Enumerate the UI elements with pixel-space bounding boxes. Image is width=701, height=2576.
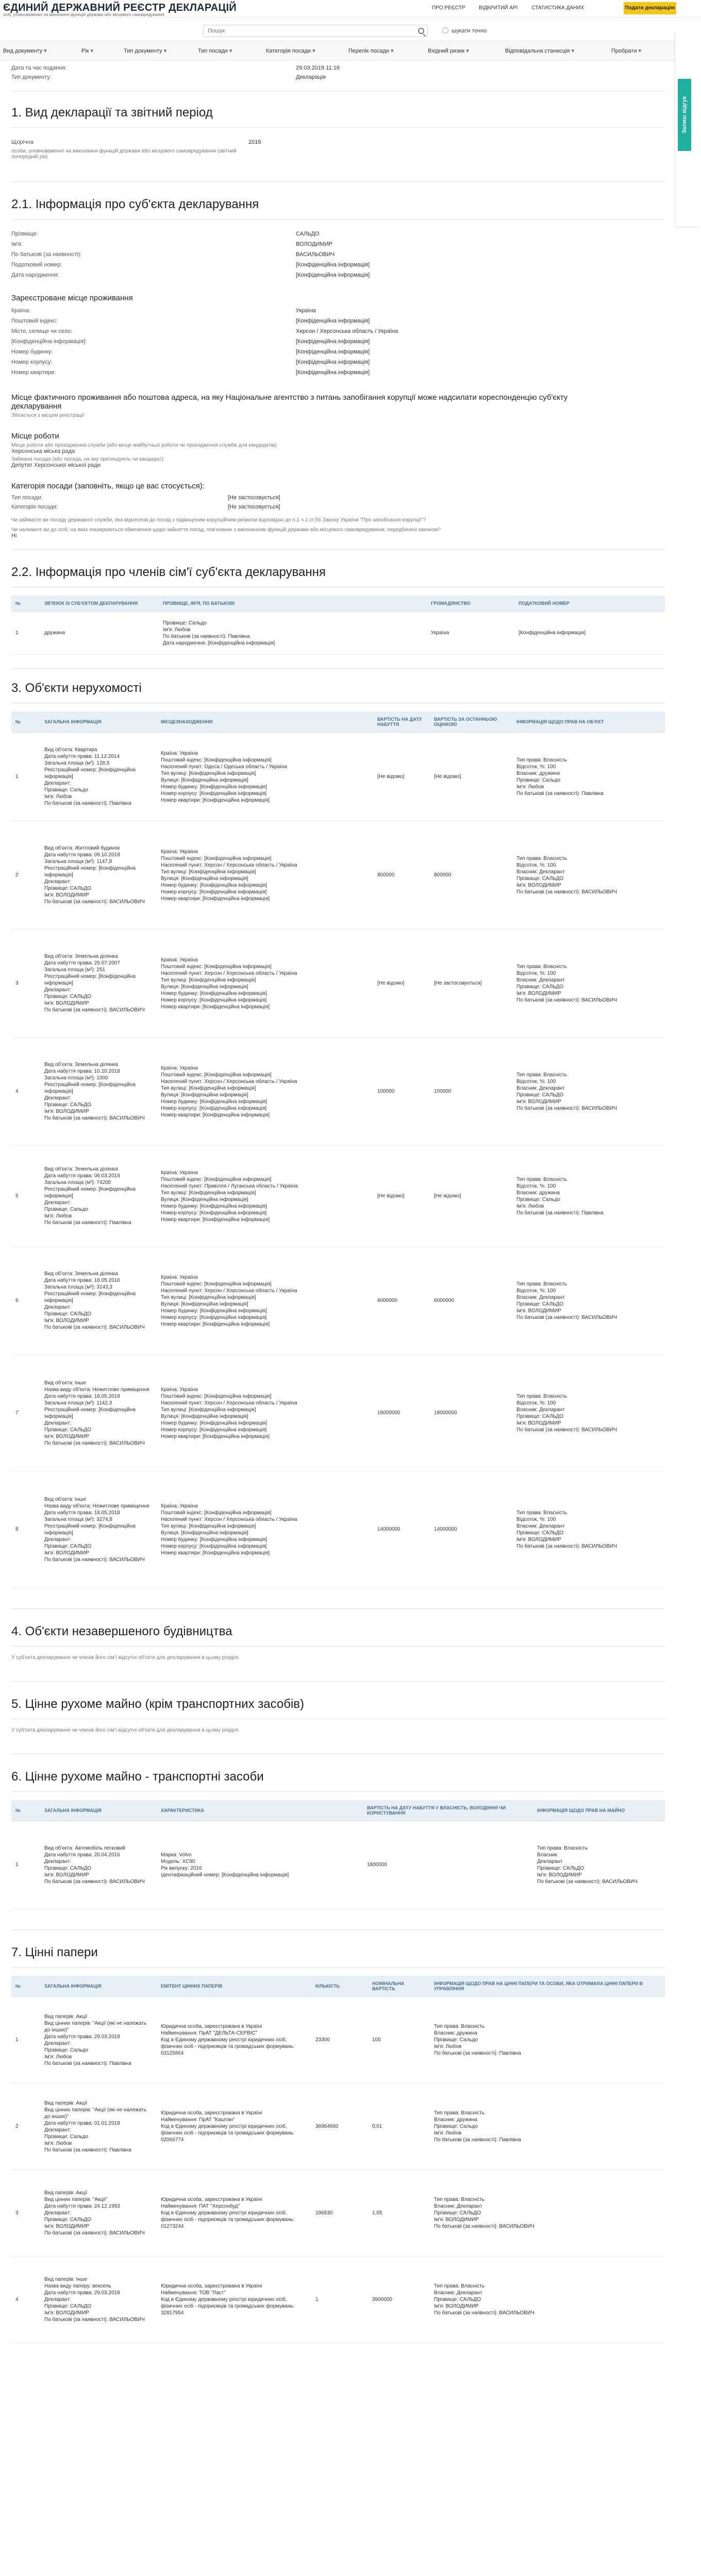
filter-bar [0, 41, 701, 61]
table-cell: 8 [11, 1471, 40, 1588]
table-cell: Вид паперів: Інше Назва виду паперу: вексель Дата набуття права: 29.03.2018 Декларант: Прізвище: САЛЬДО Ім'я: ВОЛОДИМИР По батькові (за наявності): ВАСИЛЬОВИЧ [40, 2257, 157, 2343]
field-value: [Конфіденційна інформація] [296, 349, 370, 355]
table-cell: Тип права: Власність Власник: Декларант Прізвище: САЛЬДО Ім'я: ВОЛОДИМИР По батькові (за наявності): ВАСИЛЬОВИЧ [430, 2257, 665, 2343]
divider [11, 1791, 665, 1792]
field-label: [Конфіденційна інформація]: [11, 338, 87, 345]
table-cell: 14000000 [373, 1471, 430, 1588]
column-header: ЕМІТЕНТ ЦІННИХ ПАПЕРІВ [157, 1976, 311, 1997]
filter-position-category[interactable]: Категорія посади ▾ [266, 47, 315, 54]
address-row [11, 318, 665, 328]
filter-position-type[interactable]: Тип посади ▾ [198, 47, 232, 54]
table-header-row [11, 1976, 665, 1997]
divider [11, 549, 665, 550]
field-value: ВАСИЛЬОВИЧ [296, 251, 335, 258]
section-6-title: 6. Цінне рухоме майно - транспортні засоби [11, 1770, 264, 1784]
field-label: Поштовий індекс: [11, 318, 58, 324]
column-header: № [11, 596, 40, 612]
table-cell: Марка: Volvo Модель: XC90 Рік випуску: 2016 Ідентифікаційний номер: [Конфіденційна інформація] [157, 1821, 363, 1909]
column-header: ВАРТІСТЬ НА ДАТУ НАБУТТЯ У ВЛАСНІСТЬ, ВОЛОДІННЯ ЧИ КОРИСТУВАННЯ [363, 1800, 533, 1821]
table-header-row [11, 1800, 665, 1821]
declaration-kind-row [11, 139, 665, 148]
exact-search-toggle[interactable] [442, 27, 487, 34]
column-header: ВАРТІСТЬ ЗА ОСТАННЬОЮ ОЦІНКОЮ [430, 711, 512, 733]
table-cell: Тип права: Власність Власник: дружина Прізвище: Сальдо Ім'я: Любов По батькові (за наявності): Павлівна [430, 2083, 665, 2170]
subject-row [11, 241, 665, 251]
table-row [11, 821, 665, 929]
column-header: ГРОМАДЯНСТВО [427, 596, 514, 612]
registered-address [11, 308, 665, 380]
workplace-label: Місце роботи або проходження служби (або місце майбутньої роботи чи проходження служби для кандидатів): [11, 443, 278, 448]
family-table [11, 596, 665, 655]
divider [11, 181, 665, 182]
field-label: Тип посади: [11, 495, 43, 501]
table-cell: 18000000 [430, 1355, 512, 1471]
table-cell: Тип права: Власність Відсоток, %: 100 Власник: Декларант Прізвище: САЛЬДО Ім'я: ВОЛОДИМИР По батькові (за наявності): ВАСИЛЬОВИЧ [512, 1247, 665, 1355]
table-cell: Тип права: Власність Відсоток, %: 100 Власник: Декларант Прізвище: САЛЬДО Ім'я: ВОЛОДИМИР По батькові (за наявності): ВАСИЛЬОВИЧ [512, 821, 665, 929]
table-row [11, 1821, 665, 1909]
column-header: ХАРАКТЕРИСТИКА [157, 1800, 363, 1821]
table-row [11, 2170, 665, 2257]
table-cell: 1 [11, 1997, 40, 2083]
table-cell: Тип права: Власність Власник: Декларант Прізвище: САЛЬДО Ім'я: ВОЛОДИМИР По батькові (за наявності): ВАСИЛЬОВИЧ [533, 1821, 665, 1909]
table-cell: Тип права: Власність Власник: дружина Прізвище: Сальдо Ім'я: Любов По батькові (за наявності): Павлівна [430, 1997, 665, 2083]
actual-address-note: Збігається з місцем реєстрації [11, 413, 85, 418]
table-cell: Вид об'єкта: Земельна ділянка Дата набуття права: 06.03.2019 Загальна площа (м²): 74200 Реєстраційний номер: [Конфіденційна інформація] Декларант: Прізвище: Сальдо Ім'я: Любов По батькові (за наявності): Павлівна [40, 1146, 157, 1247]
filter-year[interactable]: Рік ▾ [81, 47, 93, 54]
table-cell: [Не відомо] [373, 733, 430, 821]
column-header: ІНФОРМАЦІЯ ЩОДО ПРАВ НА МАЙНО [533, 1800, 665, 1821]
table-cell: 3 [11, 929, 40, 1038]
field-label: Прізвище: [11, 231, 38, 237]
submit-declaration-button[interactable]: Подати декларацію [624, 2, 676, 14]
table-cell: [Не відомо] [430, 733, 512, 821]
table-cell: 100000 [430, 1038, 512, 1146]
address-row [11, 338, 665, 349]
search-box [203, 25, 428, 37]
section-5-title: 5. Цінне рухоме майно (крім транспортних засобів) [11, 1697, 305, 1711]
field-value: [Конфіденційна інформація] [296, 318, 370, 324]
table-cell: Країна: Україна Поштовий індекс: [Конфіденційна інформація] Населений пункт: Одеса / Одеська область / Україна Тип вулиці: [Конфіденційна інформація] Вулиця: [Конфіденційна інформація] Номер будинку: [Конфіденційна інформація] Номер корпусу: [Конфіденційна інформація] Номер квартири: [Конфіденційна інформація] [157, 733, 373, 821]
column-header: КІЛЬКІСТЬ [311, 1976, 368, 1997]
category-note: Чи належите ви до осіб, на яких поширюються обмеження щодо зайняття посад, пов'язаних з виконанням функцій держави або місцевого самоврядування, передбачені законом? [11, 527, 441, 533]
table-cell: Вид паперів: Акції Вид цінних паперів: "Акції (які не належать до інших)" Дата набуття права: 01.01.2018 Декларант: Прізвище: Сальдо Ім'я: Любов По батькові (за наявності): Павлівна [40, 2083, 157, 2170]
filter-more[interactable]: Пробрати ▾ [611, 47, 641, 54]
table-cell: 0,01 [368, 2083, 430, 2170]
table-cell: 1800000 [363, 1821, 533, 1909]
table-cell: 196830 [311, 2170, 368, 2257]
field-label: Податковий номер: [11, 262, 62, 268]
category-row [11, 504, 665, 513]
subject-row [11, 251, 665, 262]
table-cell: Тип права: Власність Відсоток, %: 100 Власник: дружина Прізвище: Сальдо Ім'я: Любов По батькові (за наявності): Павлівна [512, 733, 665, 821]
table-cell: Тип права: Власність Відсоток, %: 100 Власник: Декларант Прізвище: САЛЬДО Ім'я: ВОЛОДИМИР По батькові (за наявності): ВАСИЛЬОВИЧ [512, 1355, 665, 1471]
table-cell: 1 [311, 2257, 368, 2343]
field-label: Дата народження: [11, 272, 59, 278]
column-header: ЗАГАЛЬНА ІНФОРМАЦІЯ [40, 1800, 157, 1821]
table-cell: 100000 [373, 1038, 430, 1146]
meta-date-label: Дата та час подання: [11, 65, 67, 71]
meta-date-value: 29.03.2019 11:16 [296, 65, 340, 71]
divider [11, 1929, 665, 1930]
field-value: [Конфіденційна інформація] [296, 272, 370, 278]
table-row [11, 929, 665, 1038]
table-row [11, 1247, 665, 1355]
table-cell: Вид паперів: Акції Вид цінних паперів: "Акції" Дата набуття права: 24.12.1993 Декларант: Прізвище: САЛЬДО Ім'я: ВОЛОДИМИР По батькові (за наявності): ВАСИЛЬОВИЧ [40, 2170, 157, 2257]
section-1-title: 1. Вид декларації та звітний період [11, 106, 213, 120]
table-cell: Юридична особа, зареєстрована в Україні Найменування: ПрАТ "Каштан" Код в Єдиному державному реєстрі юридичних осіб, фізичних осіб - підприємців та громадських формувань: 02066774 [157, 2083, 311, 2170]
table-cell: Юридична особа, зареєстрована в Україні Найменування: ПрАТ "ДЕЛЬТА-СЕРВІС" Код в Єдиному державному реєстрі юридичних осіб, фізичних осіб - підприємців та громадських формувань: 03125864 [157, 1997, 311, 2083]
table-cell: 6000000 [373, 1247, 430, 1355]
table-cell: Країна: Україна Поштовий індекс: [Конфіденційна інформація] Населений пункт: Херсон / Херсонська область / Україна Тип вулиці: [Конфіденційна інформація] Вулиця: [Конфіденційна інформація] Номер будинку: [Конфіденційна інформація] Номер корпусу: [Конфіденційна інформація] Номер квартири: [Конфіденційна інформація] [157, 821, 373, 929]
search-icon[interactable] [418, 28, 424, 34]
divider [11, 1646, 665, 1647]
column-header: ЗАГАЛЬНА ІНФОРМАЦІЯ [40, 1976, 157, 1997]
address-row [11, 369, 665, 380]
table-cell: 5 [11, 1146, 40, 1247]
nav-link-stats[interactable]: СТАТИСТИКА ДАНИХ [531, 5, 585, 11]
table-cell: Вид об'єкта: Автомобіль легковий Дата набуття права: 20.04.2016 Декларант: Прізвище: САЛЬДО Ім'я: ВОЛОДИМИР По батькові (за наявності): ВАСИЛЬОВИЧ [40, 1821, 157, 1909]
table-row [11, 1471, 665, 1588]
table-cell: 100 [368, 1997, 430, 2083]
field-value: [Не застосовується] [228, 504, 280, 510]
subject-row [11, 231, 665, 241]
table-cell: [Не застосовується] [430, 929, 512, 1038]
table-cell: Країна: Україна Поштовий індекс: [Конфіденційна інформація] Населений пункт: Херсон / Херсонська область / Україна Тип вулиці: [Конфіденційна інформація] Вулиця: [Конфіденційна інформація] Номер будинку: [Конфіденційна інформація] Номер корпусу: [Конфіденційна інформація] Номер квартири: [Конфіденційна інформація] [157, 1471, 373, 1588]
divider [11, 1681, 665, 1682]
table-row [11, 612, 665, 655]
table-cell: 800000 [430, 821, 512, 929]
table-cell: Юридична особа, зареєстрована в Україні Найменування: ТОВ "Ласт" Код в Єдиному державному реєстрі юридичних осіб, фізичних осіб - підприємців та громадських формувань: 32817954 [157, 2257, 311, 2343]
search-bar [0, 18, 701, 41]
field-label: Номер будинку: [11, 349, 53, 355]
table-row [11, 1997, 665, 2083]
filter-responsible[interactable]: Відповідальна станисція ▾ [505, 47, 574, 54]
real-estate-table [11, 711, 665, 1588]
category-title: Категорія посади (заповніть, якщо це вас стосується): [11, 482, 205, 490]
address-row [11, 308, 665, 318]
table-cell: дружина [40, 612, 159, 655]
filter-doc-type[interactable]: Тип документу ▾ [124, 47, 166, 54]
section-4-note: У суб'єкта декларування чи членів його сім'ї відсутні об'єкти для декларування в цьому розділі. [11, 1655, 240, 1660]
divider [11, 668, 665, 669]
field-value: [Конфіденційна інформація] [296, 262, 370, 268]
table-cell: 1 [11, 733, 40, 821]
filter-position-list[interactable]: Перелік посади ▾ [348, 47, 393, 54]
workplace-title: Місце роботи [11, 432, 59, 440]
table-cell: Вид об'єкта: Житловий будинок Дата набуття права: 09.10.2018 Загальна площа (м²): 1147,8 Реєстраційний номер: [Конфіденційна інформація] Декларант: Прізвище: САЛЬДО Ім'я: ВОЛОДИМИР По батькові (за наявності): ВАСИЛЬОВИЧ [40, 821, 157, 929]
column-header: ІНФОРМАЦІЯ ЩОДО ПРАВ НА ЦІННІ ПАПЕРИ ТА ОСОБИ, ЯКА ОТРИМАЛА ЦІННІ ПАПЕРИ В УПРАВЛІННЯ [430, 1976, 665, 1997]
field-value: [Конфіденційна інформація] [296, 369, 370, 376]
table-cell: [Не відомо] [373, 1146, 430, 1247]
column-header: ВАРТІСТЬ НА ДАТУ НАБУТТЯ [373, 711, 430, 733]
column-header: ІНФОРМАЦІЯ ЩОДО ПРАВ НА ОБ'ЄКТ [512, 711, 665, 733]
table-row [11, 1355, 665, 1471]
field-value: Херсон / Херсонська область / Україна [296, 328, 398, 334]
search-input[interactable] [204, 25, 405, 37]
column-header: ЗАГАЛЬНА ІНФОРМАЦІЯ [40, 711, 157, 733]
field-value: Україна [296, 308, 316, 314]
subject-info [11, 231, 665, 282]
field-label: Країна: [11, 308, 30, 314]
subject-row [11, 262, 665, 272]
table-cell: Юридична особа, зареєстрована в Україні Найменування: ПАТ "Херсонбуд" Код в Єдиному державному реєстрі юридичних осіб, фізичних осіб - підприємців та громадських формувань: 01273244 [157, 2170, 311, 2257]
subject-row [11, 272, 665, 282]
site-subtitle: осіб, уповноважених на виконання функцій держави або місцевого самоврядування [3, 12, 164, 17]
table-cell: Тип права: Власність Відсоток, %: 100 Власник: Декларант Прізвище: САЛЬДО Ім'я: ВОЛОДИМИР По батькові (за наявності): ВАСИЛЬОВИЧ [512, 1471, 665, 1588]
section-5-note: У суб'єкта декларування чи членів його сім'ї відсутні об'єкти для декларування в цьому розділі. [11, 1727, 240, 1733]
table-cell: [Не відомо] [430, 1146, 512, 1247]
table-cell: Вид об'єкта: Інше Назва виду об'єкта: Нежитлове приміщення Дата набуття права: 18.05.2018 Загальна площа (м²): 1142,3 Реєстраційний номер: [Конфіденційна інформація] Декларант: Прізвище: САЛЬДО Ім'я: ВОЛОДИМИР По батькові (за наявності): ВАСИЛЬОВИЧ [40, 1355, 157, 1471]
address-row [11, 349, 665, 359]
top-nav [432, 5, 596, 11]
table-cell: 4 [11, 2257, 40, 2343]
column-header: ПОДАТКОВИЙ НОМЕР [514, 596, 665, 612]
declaration-content [11, 65, 665, 2343]
divider [11, 1967, 665, 1968]
field-value: [Конфіденційна інформація] [296, 359, 370, 365]
securities-table [11, 1976, 665, 2343]
declaration-kind-desc: особи, уповноваженої на виконання функцій держави або місцевого самоврядування (звітний попередній рік) [11, 148, 237, 160]
table-cell: Вид об'єкта: Земельна ділянка Дата набуття права: 10.10.2018 Загальна площа (м²): 1000 Реєстраційний номер: [Конфіденційна інформація] Декларант: Прізвище: САЛЬДО Ім'я: ВОЛОДИМИР По батькові (за наявності): ВАСИЛЬОВИЧ [40, 1038, 157, 1146]
site-title[interactable]: ЄДИНИЙ ДЕРЖАВНИЙ РЕЄСТР ДЕКЛАРАЦІЙ [3, 2, 237, 13]
declaration-kind: Щорічна [11, 139, 34, 145]
column-header: НОМІНАЛЬНА ВАРТІСТЬ [368, 1976, 430, 1997]
table-cell: 14000000 [430, 1471, 512, 1588]
table-cell: Тип права: Власність Власник: Декларант Прізвище: САЛЬДО Ім'я: ВОЛОДИМИР По батькові (за наявності): ВАСИЛЬОВИЧ [430, 2170, 665, 2257]
field-label: Ім'я: [11, 241, 23, 247]
field-value: [Не застосовується] [228, 495, 280, 501]
top-bar [0, 0, 701, 18]
section-7-title: 7. Цінні папери [11, 1945, 98, 1959]
category-answer: Ні [11, 533, 17, 539]
divider [11, 1608, 665, 1609]
field-label: По батькові (за наявності): [11, 251, 81, 258]
actual-address-title: Місце фактичного проживання або поштова адреса, на яку Національне агентство з питань запобігання корупції може надсилати кореспонденцію суб'єкту декларування [11, 393, 568, 411]
column-header: № [11, 1976, 40, 1997]
filter-risk[interactable]: Вхідний ризик ▾ [428, 47, 469, 54]
section-4-title: 4. Об'єкти незавершеного будівництва [11, 1624, 232, 1638]
category-row [11, 495, 665, 504]
nav-link-about[interactable]: ПРО РЕЄСТР [432, 5, 465, 11]
table-cell: Вид об'єкта: Земельна ділянка Дата набуття права: 16.05.2016 Загальна площа (м²): 3143,3 Реєстраційний номер: [Конфіденційна інформація] Декларант: Прізвище: САЛЬДО Ім'я: ВОЛОДИМИР По батькові (за наявності): ВАСИЛЬОВИЧ [40, 1247, 157, 1355]
section-2-2-title: 2.2. Інформація про членів сім'ї суб'єкта декларування [11, 565, 326, 579]
table-cell: Прізвище: Сальдо Ім'я: Любов По батькові (за наявності): Павлівна Дата народження: [Конфіденційна інформація] [159, 612, 427, 655]
position-value: Депутат Херсонської міської ради [11, 462, 101, 468]
nav-link-api[interactable]: ВІДКРИТИЙ API [479, 5, 518, 11]
field-value: САЛЬДО [296, 231, 320, 237]
column-header: № [11, 1800, 40, 1821]
table-cell: Вид паперів: Акції Вид цінних паперів: "Акції (які не належать до інших)" Дата набуття права: 29.03.2018 Декларант: Прізвище: Сальдо Ім'я: Любов По батькові (за наявності): Павлівна [40, 1997, 157, 2083]
table-row [11, 1038, 665, 1146]
table-cell: 23300 [311, 1997, 368, 2083]
table-cell: [Не відомо] [373, 929, 430, 1038]
table-cell: Тип права: Власність Відсоток, %: 100 Власник: дружина Прізвище: Сальдо Ім'я: Любов По батькові (за наявності): Павлівна [512, 1146, 665, 1247]
filter-doc-kind[interactable]: Вид документу ▾ [3, 47, 47, 54]
table-row [11, 733, 665, 821]
table-cell: Вид об'єкта: Земельна ділянка Дата набуття права: 25.07.2007 Загальна площа (м²): 251 Реєстраційний номер: [Конфіденційна інформація] Декларант: Прізвище: САЛЬДО Ім'я: ВОЛОДИМИР По батькові (за наявності): ВАСИЛЬОВИЧ [40, 929, 157, 1038]
table-cell: 1 [11, 1821, 40, 1909]
table-cell: Тип права: Власність Відсоток, %: 100 Власник: Декларант Прізвище: САЛЬДО Ім'я: ВОЛОДИМИР По батькові (за наявності): ВАСИЛЬОВИЧ [512, 929, 665, 1038]
table-cell: 36964660 [311, 2083, 368, 2170]
table-cell: Країна: Україна Поштовий індекс: [Конфіденційна інформація] Населений пункт: Херсон / Херсонська область / Україна Тип вулиці: [Конфіденційна інформація] Вулиця: [Конфіденційна інформація] Номер будинку: [Конфіденційна інформація] Номер корпусу: [Конфіденційна інформація] Номер квартири: [Конфіденційна інформація] [157, 1355, 373, 1471]
exact-search-label: шукати точно [452, 28, 487, 34]
column-header: ЗВ'ЯЗОК ІЗ СУБ'ЄКТОМ ДЕКЛАРУВАННЯ [40, 596, 159, 612]
table-cell: Країна: Україна Поштовий індекс: [Конфіденційна інформація] Населений пункт: Привілля / Луганська область / Україна Тип вулиці: [Конфіденційна інформація] Вулиця: [Конфіденційна інформація] Номер будинку: [Конфіденційна інформація] Номер корпусу: [Конфіденційна інформація] Номер квартири: [Конфіденційна інформація] [157, 1146, 373, 1247]
table-cell: 6 [11, 1247, 40, 1355]
address-row [11, 328, 665, 338]
column-header: ПРІЗВИЩЕ, ІМ'Я, ПО БАТЬКОВІ [159, 596, 427, 612]
meta-doctype-label: Тип документу: [11, 74, 52, 80]
meta-doctype-value: Декларація [296, 74, 326, 80]
column-header: № [11, 711, 40, 733]
table-cell: 2 [11, 821, 40, 929]
field-value: ВОЛОДИМИР [296, 241, 332, 247]
meta-date-row [11, 65, 665, 74]
address-row [11, 359, 665, 369]
registered-address-title: Зареєстроване місце проживання [11, 294, 133, 302]
table-row [11, 2257, 665, 2343]
table-cell: 1,05 [368, 2170, 430, 2257]
table-cell: Країна: Україна Поштовий індекс: [Конфіденційна інформація] Населений пункт: Херсон / Херсонська область / Україна Тип вулиці: [Конфіденційна інформація] Вулиця: [Конфіденційна інформація] Номер будинку: [Конфіденційна інформація] Номер корпусу: [Конфіденційна інформація] Номер квартири: [Конфіденційна інформація] [157, 1038, 373, 1146]
table-cell: Вид об'єкта: Інше Назва виду об'єкта: Нежитлове приміщення Дата набуття права: 18.05.2018 Загальна площа (м²): 3274,8 Реєстраційний номер: [Конфіденційна інформація] Декларант: Прізвище: САЛЬДО Ім'я: ВОЛОДИМИР По батькові (за наявності): ВАСИЛЬОВИЧ [40, 1471, 157, 1588]
field-label: Категорія посади: [11, 504, 58, 510]
table-cell: 3 [11, 2170, 40, 2257]
field-label: Місто, селище чи село: [11, 328, 73, 334]
column-header: МІСЦЕЗНАХОДЖЕННЯ [157, 711, 373, 733]
table-cell: Вид об'єкта: Квартира Дата набуття права: 11.12.2014 Загальна площа (м²): 128,5 Реєстраційний номер: [Конфіденційна інформація] Декларант: Прізвище: Сальдо Ім'я: Любов По батькові (за наявності): Павлівна [40, 733, 157, 821]
table-header-row [11, 596, 665, 612]
table-cell: [Конфіденційна інформація] [514, 612, 665, 655]
table-cell: Країна: Україна Поштовий індекс: [Конфіденційна інформація] Населений пункт: Херсон / Херсонська область / Україна Тип вулиці: [Конфіденційна інформація] Вулиця: [Конфіденційна інформація] Номер будинку: [Конфіденційна інформація] Номер корпусу: [Конфіденційна інформація] Номер квартири: [Конфіденційна інформація] [157, 1247, 373, 1355]
table-cell: 18000000 [373, 1355, 430, 1471]
table-cell: 3900000 [368, 2257, 430, 2343]
workplace-value: Херсонська міська рада [11, 448, 75, 454]
table-cell: 2 [11, 2083, 40, 2170]
table-cell: Тип права: Власність Відсоток, %: 100 Власник: Декларант Прізвище: САЛЬДО Ім'я: ВОЛОДИМИР По батькові (за наявності): ВАСИЛЬОВИЧ [512, 1038, 665, 1146]
position-label: Займана посада (або посада, на яку претендують чи кандидат): [11, 456, 165, 462]
feedback-button[interactable]: Залиш відгук [678, 79, 691, 151]
field-label: Номер корпусу: [11, 359, 53, 365]
declaration-year: 2018 [248, 139, 261, 145]
table-cell: 7 [11, 1355, 40, 1471]
field-label: Номер квартири: [11, 369, 56, 376]
vehicles-table [11, 1800, 665, 1909]
table-header-row [11, 711, 665, 733]
section-2-1-title: 2.1. Інформація про суб'єкта декларування [11, 197, 259, 211]
table-cell: 6000000 [430, 1247, 512, 1355]
divider [11, 127, 665, 128]
section-3-title: 3. Об'єкти нерухомості [11, 681, 142, 695]
category-note: Чи займаєте ви посаду державної служби, яка віднесена до посад з підвищеним корупційним ризиком відповідно до п.1 ч.1 ст.56 Закону України "Про запобігання корупції"? [11, 517, 426, 523]
field-value: [Конфіденційна інформація] [296, 338, 370, 345]
table-row [11, 1146, 665, 1247]
table-cell: Країна: Україна Поштовий індекс: [Конфіденційна інформація] Населений пункт: Херсон / Херсонська область / Україна Тип вулиці: [Конфіденційна інформація] Вулиця: [Конфіденційна інформація] Номер будинку: [Конфіденційна інформація] Номер корпусу: [Конфіденційна інформація] Номер квартири: [Конфіденційна інформація] [157, 929, 373, 1038]
radio-icon[interactable] [442, 27, 448, 33]
table-cell: 4 [11, 1038, 40, 1146]
table-cell: 800000 [373, 821, 430, 929]
table-cell: Україна [427, 612, 514, 655]
table-cell: 1 [11, 612, 40, 655]
meta-doctype-row [11, 74, 665, 83]
table-row [11, 2083, 665, 2170]
